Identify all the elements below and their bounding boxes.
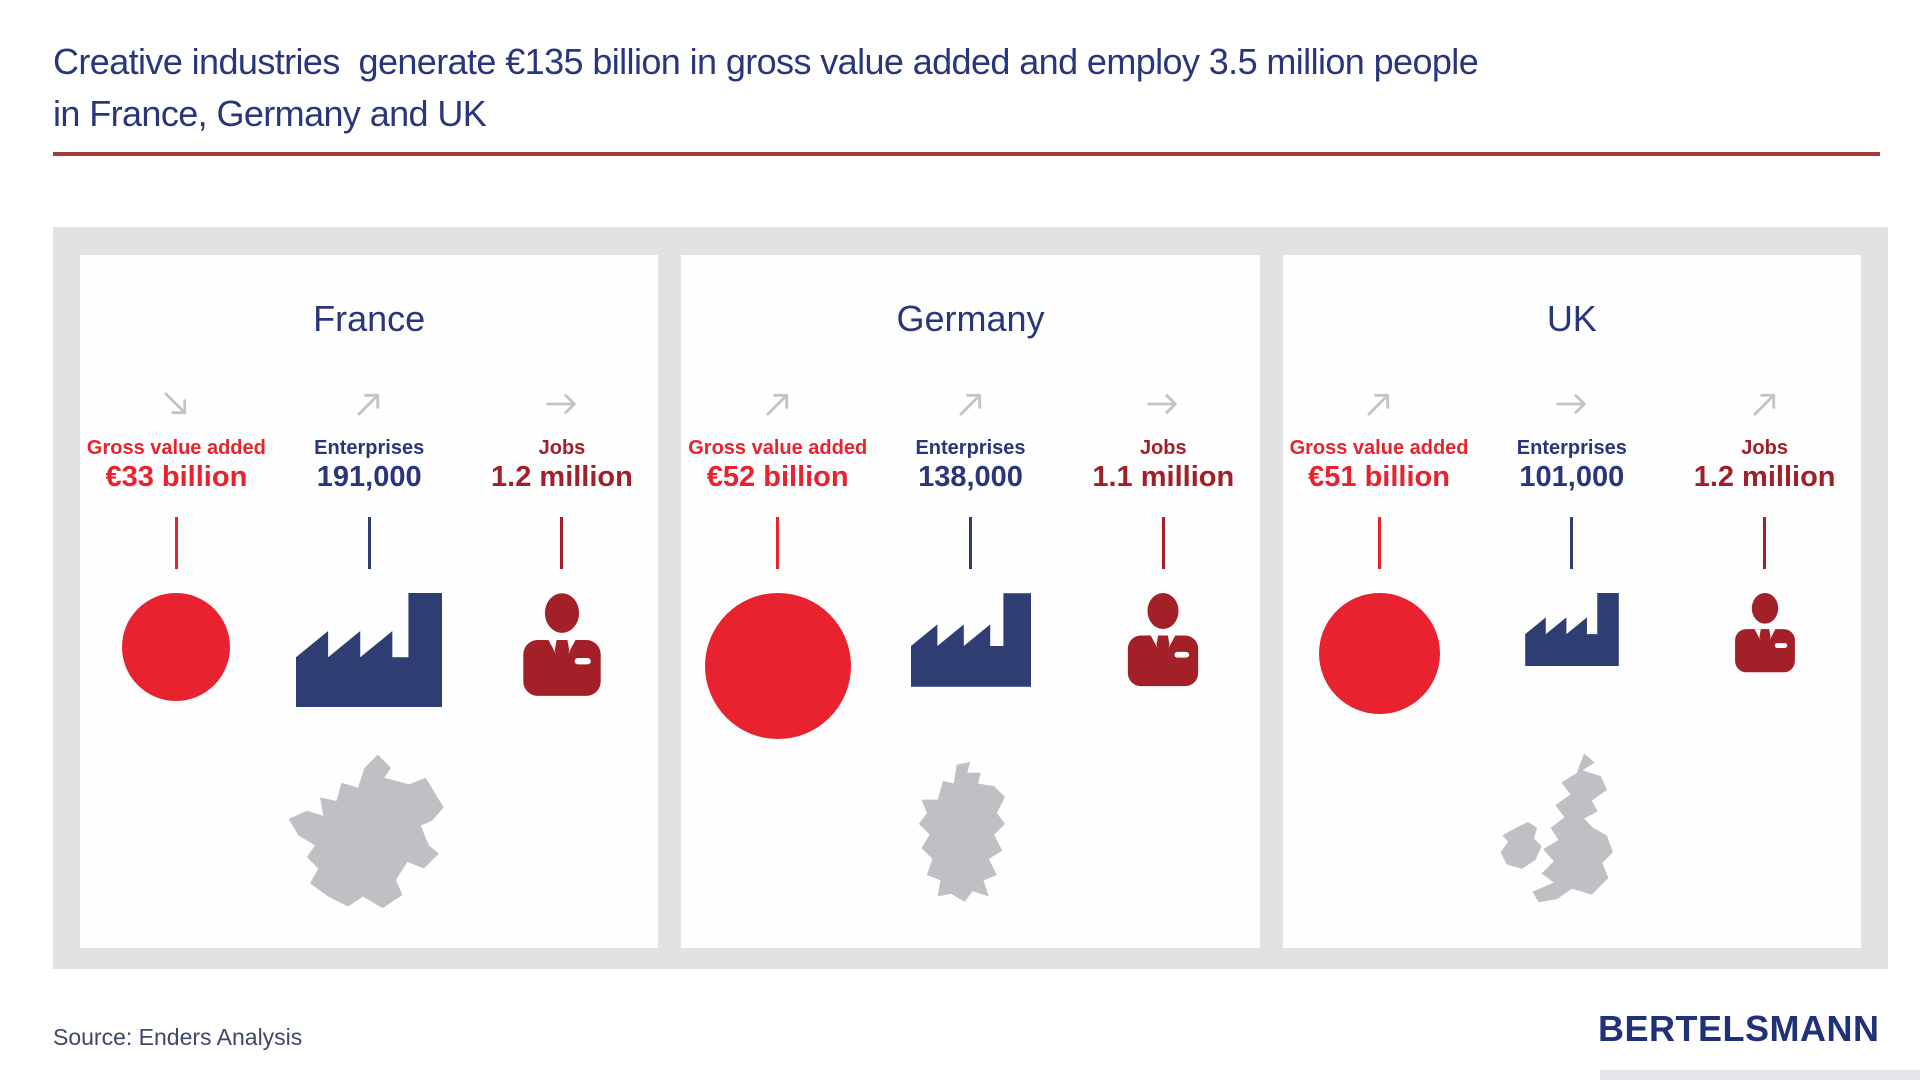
- map-row: [80, 748, 658, 923]
- stat-jobs: [1067, 385, 1260, 569]
- tick-line: [1378, 517, 1381, 569]
- trend-up-right-arrow-icon: [1283, 385, 1476, 423]
- trend-up-right-arrow-icon: [1668, 385, 1861, 423]
- stat-value: €52 billion: [706, 461, 849, 493]
- panel-uk: [1283, 255, 1861, 948]
- source-note: Source: Enders Analysis: [53, 1024, 303, 1050]
- stat-gross-value-added: [681, 385, 874, 569]
- stat-label: Enterprises: [1516, 437, 1627, 459]
- tick-line: [1162, 517, 1165, 569]
- businessperson-icon: [517, 593, 607, 697]
- tick-line: [175, 517, 178, 569]
- stat-label: Enterprises: [915, 437, 1026, 459]
- icons-row: [80, 593, 658, 748]
- tick-line: [1570, 517, 1573, 569]
- tick-line: [776, 517, 779, 569]
- trend-right-arrow-icon: [466, 385, 659, 423]
- tick-line: [1763, 517, 1766, 569]
- businessperson-icon: [1122, 593, 1204, 687]
- panel-germany: [681, 255, 1259, 948]
- map-row: [1283, 748, 1861, 923]
- stat-value: 1.2 million: [1693, 461, 1836, 493]
- stat-enterprises: [874, 385, 1067, 569]
- stat-label: Gross value added: [86, 437, 266, 459]
- gross-value-circle-icon: [705, 593, 851, 739]
- tick-line: [368, 517, 371, 569]
- trend-up-right-arrow-icon: [874, 385, 1067, 423]
- page-title-line2: in France, Germany and UK: [53, 93, 487, 134]
- stat-label: Gross value added: [688, 437, 868, 459]
- factory-icon: [296, 593, 442, 707]
- tick-line: [560, 517, 563, 569]
- country-title: France: [313, 298, 426, 339]
- stat-gross-value-added: [1283, 385, 1476, 569]
- stat-value: €51 billion: [1308, 461, 1450, 493]
- stat-value: 1.1 million: [1092, 461, 1235, 493]
- france-map: [287, 753, 452, 918]
- panel-france: [80, 255, 658, 948]
- businessperson-icon: [1730, 593, 1800, 673]
- factory-icon: [1525, 593, 1619, 666]
- country-title: Germany: [896, 298, 1045, 339]
- germany-map: [916, 762, 1024, 910]
- tick-line: [969, 517, 972, 569]
- page-title-line1: Creative industries generate €135 billion in gross value added and employ 3.5 million people: [53, 41, 1479, 82]
- stat-label: Gross value added: [1289, 437, 1469, 459]
- stat-value: 1.2 million: [491, 461, 633, 493]
- icons-row: [1283, 593, 1861, 748]
- stat-label: Jobs: [1139, 437, 1187, 459]
- country-title: UK: [1546, 298, 1597, 339]
- brand-footer-bar: [1600, 1070, 1920, 1080]
- bertelsmann-wordmark: BERTELSMANN: [1598, 1008, 1880, 1049]
- stats-row: [80, 385, 658, 569]
- countries-board: [53, 227, 1888, 969]
- map-row: [681, 748, 1259, 923]
- stat-gross-value-added: [80, 385, 273, 569]
- trend-right-arrow-icon: [1067, 385, 1260, 423]
- stat-label: Jobs: [538, 437, 586, 459]
- stat-value: 138,000: [918, 461, 1023, 493]
- stats-row: [1283, 385, 1861, 569]
- stats-row: [681, 385, 1259, 569]
- uk-map: [1496, 752, 1648, 919]
- stat-enterprises: [1475, 385, 1668, 569]
- trend-right-arrow-icon: [1475, 385, 1668, 423]
- stat-value: 101,000: [1519, 461, 1625, 493]
- trend-down-right-arrow-icon: [80, 385, 273, 423]
- factory-icon: [911, 593, 1031, 687]
- gross-value-circle-icon: [122, 593, 230, 701]
- stat-value: 191,000: [316, 461, 422, 493]
- title-underline-rule: [53, 152, 1880, 156]
- trend-up-right-arrow-icon: [681, 385, 874, 423]
- icons-row: [681, 593, 1259, 748]
- stat-enterprises: [273, 385, 466, 569]
- stat-jobs: [466, 385, 659, 569]
- gross-value-circle-icon: [1319, 593, 1440, 714]
- stat-label: Jobs: [1741, 437, 1788, 459]
- page-title: [53, 36, 1478, 140]
- stat-label: Enterprises: [314, 437, 425, 459]
- stat-jobs: [1668, 385, 1861, 569]
- stat-value: €33 billion: [105, 461, 248, 493]
- trend-up-right-arrow-icon: [273, 385, 466, 423]
